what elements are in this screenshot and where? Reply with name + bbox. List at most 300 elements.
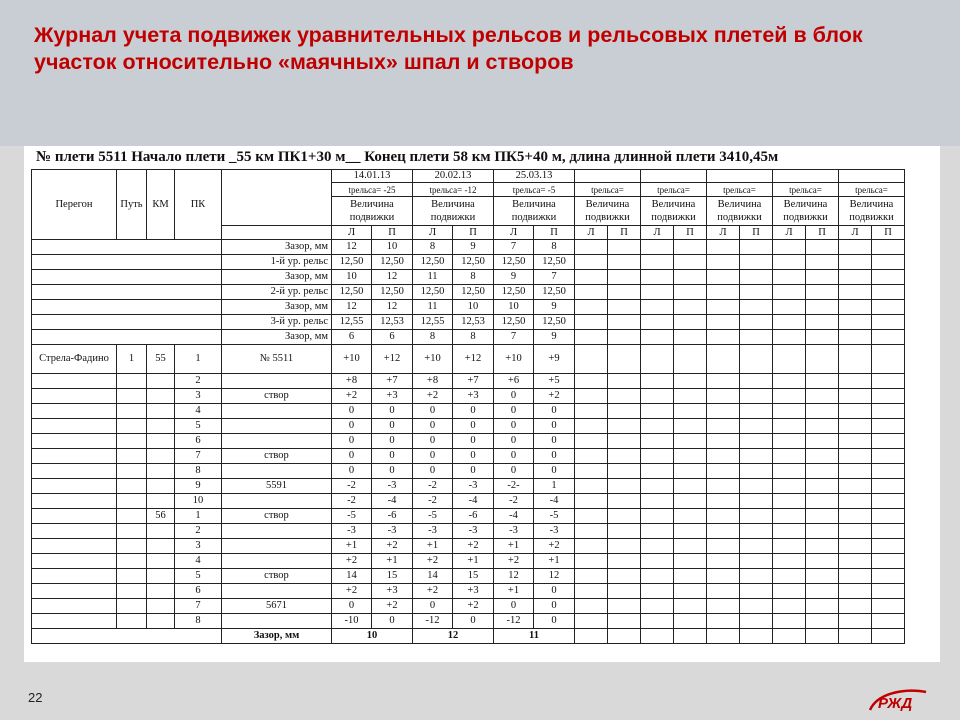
shift-value: +2 bbox=[534, 389, 575, 404]
gap-row-label: Зазор, мм bbox=[222, 240, 332, 255]
gap-value: 12,50 bbox=[494, 315, 534, 330]
empty-cell bbox=[773, 374, 806, 389]
empty-cell bbox=[575, 374, 608, 389]
km-cell bbox=[147, 554, 175, 569]
empty-cell bbox=[641, 584, 674, 599]
km-cell bbox=[147, 614, 175, 629]
empty-cell bbox=[641, 270, 674, 285]
empty-cell bbox=[674, 479, 707, 494]
pk-cell: 5 bbox=[175, 569, 222, 584]
shift-value: 0 bbox=[453, 449, 494, 464]
empty-cell bbox=[608, 524, 641, 539]
empty-cell bbox=[740, 509, 773, 524]
empty-cell bbox=[707, 584, 740, 599]
empty-cell bbox=[575, 539, 608, 554]
gap-value: 7 bbox=[494, 330, 534, 345]
empty-cell bbox=[806, 285, 839, 300]
gap-value: 12,50 bbox=[413, 255, 453, 270]
shift-value: +6 bbox=[494, 374, 534, 389]
gap-value: 12,53 bbox=[372, 315, 413, 330]
empty-cell bbox=[806, 554, 839, 569]
put-cell bbox=[117, 554, 147, 569]
shift-value: 0 bbox=[372, 419, 413, 434]
peregon-cell bbox=[32, 419, 117, 434]
gap-value: 10 bbox=[494, 300, 534, 315]
empty-cell bbox=[641, 554, 674, 569]
put-cell bbox=[117, 539, 147, 554]
gap-value: 10 bbox=[372, 240, 413, 255]
gap-value: 10 bbox=[332, 270, 372, 285]
empty-cell bbox=[608, 315, 641, 330]
shift-value: -3 bbox=[453, 524, 494, 539]
shift-value: 0 bbox=[534, 449, 575, 464]
note-cell bbox=[222, 404, 332, 419]
table-row bbox=[32, 494, 905, 509]
empty-cell bbox=[674, 554, 707, 569]
shift-value: +7 bbox=[453, 374, 494, 389]
empty-cell bbox=[674, 449, 707, 464]
empty-cell bbox=[608, 614, 641, 629]
empty-cell bbox=[740, 419, 773, 434]
empty-cell bbox=[806, 374, 839, 389]
pk-cell: 2 bbox=[175, 374, 222, 389]
empty-cell bbox=[608, 449, 641, 464]
shift-value: -6 bbox=[372, 509, 413, 524]
shift-value: -2 bbox=[413, 494, 453, 509]
empty-cell bbox=[674, 464, 707, 479]
empty-cell bbox=[707, 614, 740, 629]
empty-cell bbox=[806, 584, 839, 599]
peregon-cell bbox=[32, 449, 117, 464]
empty-cell bbox=[806, 300, 839, 315]
empty-cell bbox=[674, 569, 707, 584]
empty-cell bbox=[641, 629, 674, 644]
note-cell bbox=[222, 374, 332, 389]
table-row bbox=[32, 554, 905, 569]
empty-cell bbox=[839, 584, 872, 599]
empty-cell bbox=[806, 599, 839, 614]
rail-temperature-label: tрельса= bbox=[839, 183, 905, 197]
empty-cell bbox=[674, 419, 707, 434]
header-peregon: Перегон bbox=[32, 170, 117, 240]
slide-header bbox=[0, 0, 960, 146]
table-row bbox=[32, 345, 905, 374]
velichina-header: Величина подвижки bbox=[575, 197, 641, 226]
gap-row-blank bbox=[32, 300, 222, 315]
shift-value: +7 bbox=[372, 374, 413, 389]
empty-cell bbox=[773, 494, 806, 509]
empty-cell bbox=[707, 434, 740, 449]
empty-cell bbox=[608, 479, 641, 494]
empty-cell bbox=[707, 374, 740, 389]
empty-cell bbox=[608, 285, 641, 300]
table-row bbox=[32, 449, 905, 464]
empty-cell bbox=[740, 449, 773, 464]
empty-cell bbox=[608, 584, 641, 599]
header-empty bbox=[222, 170, 332, 226]
velichina-header: Величина подвижки bbox=[413, 197, 494, 226]
empty-cell bbox=[773, 255, 806, 270]
km-cell bbox=[147, 449, 175, 464]
empty-cell bbox=[641, 599, 674, 614]
date-cell-empty bbox=[575, 170, 641, 183]
shift-value: 0 bbox=[413, 599, 453, 614]
empty-cell bbox=[773, 419, 806, 434]
shift-value: -3 bbox=[453, 479, 494, 494]
empty-cell bbox=[575, 285, 608, 300]
put-cell bbox=[117, 614, 147, 629]
empty-cell bbox=[707, 330, 740, 345]
gap-row bbox=[32, 285, 905, 300]
peregon-cell bbox=[32, 554, 117, 569]
empty-cell bbox=[773, 240, 806, 255]
p-header: П bbox=[372, 226, 413, 240]
p-header: П bbox=[534, 226, 575, 240]
empty-cell bbox=[608, 509, 641, 524]
empty-cell bbox=[773, 509, 806, 524]
empty-cell bbox=[641, 494, 674, 509]
put-cell bbox=[117, 599, 147, 614]
empty-cell bbox=[740, 434, 773, 449]
shift-value: -3 bbox=[494, 524, 534, 539]
empty-cell bbox=[641, 389, 674, 404]
rail-temperature-label: tрельса= -12 bbox=[413, 183, 494, 197]
empty-cell bbox=[872, 479, 905, 494]
empty-cell bbox=[740, 524, 773, 539]
empty-cell bbox=[674, 584, 707, 599]
shift-value: 0 bbox=[453, 404, 494, 419]
put-cell bbox=[117, 569, 147, 584]
note-cell: створ bbox=[222, 389, 332, 404]
peregon-cell bbox=[32, 389, 117, 404]
empty-cell bbox=[839, 255, 872, 270]
empty-cell bbox=[806, 494, 839, 509]
empty-cell bbox=[806, 434, 839, 449]
velichina-header: Величина подвижки bbox=[773, 197, 839, 226]
empty-cell bbox=[674, 389, 707, 404]
shift-value: -3 bbox=[372, 524, 413, 539]
empty-cell bbox=[740, 554, 773, 569]
shift-value: 0 bbox=[534, 419, 575, 434]
km-cell bbox=[147, 479, 175, 494]
empty-cell bbox=[575, 300, 608, 315]
empty-cell bbox=[641, 240, 674, 255]
empty-cell bbox=[839, 270, 872, 285]
empty-cell bbox=[608, 629, 641, 644]
empty-cell bbox=[872, 389, 905, 404]
note-cell bbox=[222, 524, 332, 539]
km-cell bbox=[147, 599, 175, 614]
empty-cell bbox=[707, 285, 740, 300]
shift-value: 0 bbox=[453, 614, 494, 629]
empty-cell bbox=[641, 330, 674, 345]
date-cell: 25.03.13 bbox=[494, 170, 575, 183]
shift-value: 0 bbox=[494, 419, 534, 434]
shift-value: 0 bbox=[413, 419, 453, 434]
note-cell bbox=[222, 434, 332, 449]
shift-value: 0 bbox=[413, 404, 453, 419]
shift-value: 0 bbox=[534, 404, 575, 419]
empty-cell bbox=[872, 449, 905, 464]
empty-cell bbox=[707, 479, 740, 494]
gap-value: 12 bbox=[372, 270, 413, 285]
p-header: П bbox=[608, 226, 641, 240]
rail-temperature-label: tрельса= bbox=[773, 183, 839, 197]
empty-cell bbox=[839, 434, 872, 449]
rzd-logo bbox=[868, 686, 930, 714]
shift-value: 0 bbox=[332, 449, 372, 464]
empty-cell bbox=[575, 270, 608, 285]
empty-cell bbox=[806, 345, 839, 374]
peregon-cell bbox=[32, 509, 117, 524]
empty-cell bbox=[740, 270, 773, 285]
l-header: Л bbox=[332, 226, 372, 240]
gap-value: 12,50 bbox=[372, 255, 413, 270]
empty-cell bbox=[674, 300, 707, 315]
gap-value: 8 bbox=[534, 240, 575, 255]
note-cell bbox=[222, 494, 332, 509]
shift-value: -2 bbox=[413, 479, 453, 494]
gap-row-blank bbox=[32, 240, 222, 255]
gap-row bbox=[32, 330, 905, 345]
shift-value: 0 bbox=[372, 614, 413, 629]
put-cell bbox=[117, 524, 147, 539]
empty-cell bbox=[608, 374, 641, 389]
note-cell: 5591 bbox=[222, 479, 332, 494]
empty-cell bbox=[674, 345, 707, 374]
km-cell bbox=[147, 389, 175, 404]
empty-cell bbox=[707, 449, 740, 464]
pk-cell: 6 bbox=[175, 584, 222, 599]
put-cell bbox=[117, 434, 147, 449]
rail-temperature-label: tрельса= -25 bbox=[332, 183, 413, 197]
gap-row-blank bbox=[32, 255, 222, 270]
shift-value: 0 bbox=[413, 464, 453, 479]
table-row bbox=[32, 434, 905, 449]
empty-cell bbox=[872, 374, 905, 389]
table-row bbox=[32, 464, 905, 479]
pk-cell: 1 bbox=[175, 345, 222, 374]
empty-cell bbox=[707, 255, 740, 270]
empty-cell bbox=[806, 509, 839, 524]
table-row bbox=[32, 509, 905, 524]
pk-cell: 6 bbox=[175, 434, 222, 449]
empty-cell bbox=[740, 389, 773, 404]
empty-cell bbox=[707, 509, 740, 524]
empty-cell bbox=[872, 300, 905, 315]
empty-cell bbox=[740, 569, 773, 584]
empty-cell bbox=[608, 554, 641, 569]
empty-cell bbox=[575, 509, 608, 524]
empty-cell bbox=[839, 614, 872, 629]
empty-cell bbox=[575, 240, 608, 255]
note-cell: створ bbox=[222, 509, 332, 524]
shift-value: -3 bbox=[372, 479, 413, 494]
empty-cell bbox=[707, 270, 740, 285]
empty-cell bbox=[773, 270, 806, 285]
l-header: Л bbox=[839, 226, 872, 240]
pk-cell: 4 bbox=[175, 404, 222, 419]
shift-value: +1 bbox=[372, 554, 413, 569]
shift-value: +1 bbox=[494, 584, 534, 599]
note-cell bbox=[222, 464, 332, 479]
shift-value: 0 bbox=[494, 389, 534, 404]
empty-cell bbox=[740, 629, 773, 644]
empty-cell bbox=[641, 300, 674, 315]
l-header: Л bbox=[494, 226, 534, 240]
empty-cell bbox=[839, 449, 872, 464]
shift-value: +12 bbox=[372, 345, 413, 374]
gap-value: 12,50 bbox=[534, 255, 575, 270]
l-header: Л bbox=[413, 226, 453, 240]
peregon-cell bbox=[32, 599, 117, 614]
shift-value: 0 bbox=[453, 434, 494, 449]
shift-value: -5 bbox=[534, 509, 575, 524]
empty-cell bbox=[707, 464, 740, 479]
empty-cell bbox=[872, 240, 905, 255]
empty-cell bbox=[872, 569, 905, 584]
gap-row-label: 3-й ур. рельс bbox=[222, 315, 332, 330]
shift-value: +1 bbox=[453, 554, 494, 569]
empty-cell bbox=[872, 539, 905, 554]
km-cell bbox=[147, 434, 175, 449]
empty-cell bbox=[872, 509, 905, 524]
empty-cell bbox=[872, 464, 905, 479]
shift-value: +2 bbox=[372, 539, 413, 554]
empty-cell bbox=[839, 509, 872, 524]
peregon-cell bbox=[32, 584, 117, 599]
table-row bbox=[32, 479, 905, 494]
empty-cell bbox=[740, 584, 773, 599]
empty-cell bbox=[872, 434, 905, 449]
pk-cell: 7 bbox=[175, 449, 222, 464]
gap-value: 12,50 bbox=[453, 255, 494, 270]
note-cell bbox=[222, 584, 332, 599]
gap-value: 12,50 bbox=[534, 285, 575, 300]
final-row-blank bbox=[32, 629, 222, 644]
empty-cell bbox=[773, 404, 806, 419]
logo-text: РЖД bbox=[878, 695, 913, 712]
empty-cell bbox=[707, 539, 740, 554]
shift-value: +1 bbox=[332, 539, 372, 554]
empty-cell bbox=[608, 389, 641, 404]
empty-cell bbox=[674, 614, 707, 629]
empty-cell bbox=[608, 569, 641, 584]
peregon-cell bbox=[32, 464, 117, 479]
gap-row-label: 2-й ур. рельс bbox=[222, 285, 332, 300]
empty-cell bbox=[608, 539, 641, 554]
empty-cell bbox=[608, 494, 641, 509]
shift-value: +2 bbox=[332, 584, 372, 599]
empty-cell bbox=[707, 599, 740, 614]
empty-cell bbox=[707, 554, 740, 569]
empty-cell bbox=[641, 479, 674, 494]
empty-cell bbox=[806, 240, 839, 255]
km-cell: 56 bbox=[147, 509, 175, 524]
empty-cell bbox=[839, 554, 872, 569]
shift-value: +2 bbox=[453, 599, 494, 614]
empty-cell bbox=[608, 599, 641, 614]
shift-value: +2 bbox=[372, 599, 413, 614]
p-header: П bbox=[740, 226, 773, 240]
empty-cell bbox=[674, 494, 707, 509]
km-cell bbox=[147, 584, 175, 599]
km-cell bbox=[147, 374, 175, 389]
empty-cell bbox=[806, 449, 839, 464]
empty-cell bbox=[806, 479, 839, 494]
rail-temperature-label: tрельса= bbox=[575, 183, 641, 197]
shift-value: +3 bbox=[372, 389, 413, 404]
empty-cell bbox=[839, 345, 872, 374]
empty-cell bbox=[641, 255, 674, 270]
pk-cell: 2 bbox=[175, 524, 222, 539]
empty-cell bbox=[608, 330, 641, 345]
note-cell bbox=[222, 614, 332, 629]
empty-cell bbox=[641, 614, 674, 629]
shift-value: +3 bbox=[372, 584, 413, 599]
gap-value: 9 bbox=[534, 330, 575, 345]
empty-cell bbox=[608, 300, 641, 315]
shift-value: 0 bbox=[453, 419, 494, 434]
empty-cell bbox=[674, 629, 707, 644]
empty-cell bbox=[674, 434, 707, 449]
empty-cell bbox=[641, 524, 674, 539]
empty-cell bbox=[740, 300, 773, 315]
gap-value: 12,50 bbox=[494, 255, 534, 270]
put-cell bbox=[117, 464, 147, 479]
shift-value: 0 bbox=[413, 434, 453, 449]
slide-footer bbox=[0, 662, 960, 720]
empty-cell bbox=[641, 345, 674, 374]
empty-cell bbox=[773, 599, 806, 614]
pk-cell: 7 bbox=[175, 599, 222, 614]
shift-value: 0 bbox=[494, 464, 534, 479]
shift-value: -3 bbox=[534, 524, 575, 539]
shift-value: 0 bbox=[372, 434, 413, 449]
empty-cell bbox=[641, 434, 674, 449]
peregon-cell bbox=[32, 614, 117, 629]
p-header: П bbox=[674, 226, 707, 240]
empty-cell bbox=[773, 345, 806, 374]
empty-cell bbox=[773, 449, 806, 464]
peregon-cell: Стрела-Фадино bbox=[32, 345, 117, 374]
km-cell bbox=[147, 419, 175, 434]
p-header: П bbox=[872, 226, 905, 240]
shift-value: +9 bbox=[534, 345, 575, 374]
shift-value: 15 bbox=[372, 569, 413, 584]
empty-cell bbox=[740, 240, 773, 255]
empty-cell bbox=[872, 330, 905, 345]
l-header: Л bbox=[575, 226, 608, 240]
gap-value: 12,55 bbox=[332, 315, 372, 330]
empty-cell bbox=[839, 494, 872, 509]
empty-cell bbox=[707, 404, 740, 419]
empty-cell bbox=[740, 479, 773, 494]
gap-value: 8 bbox=[413, 240, 453, 255]
empty-cell bbox=[839, 464, 872, 479]
empty-cell bbox=[872, 270, 905, 285]
put-cell bbox=[117, 479, 147, 494]
empty-cell bbox=[872, 315, 905, 330]
empty-cell bbox=[773, 479, 806, 494]
lp-row-empty bbox=[222, 226, 332, 240]
shift-value: +2 bbox=[413, 554, 453, 569]
empty-cell bbox=[707, 345, 740, 374]
shift-value: +8 bbox=[332, 374, 372, 389]
empty-cell bbox=[806, 270, 839, 285]
peregon-cell bbox=[32, 374, 117, 389]
page-number: 22 bbox=[28, 690, 43, 705]
